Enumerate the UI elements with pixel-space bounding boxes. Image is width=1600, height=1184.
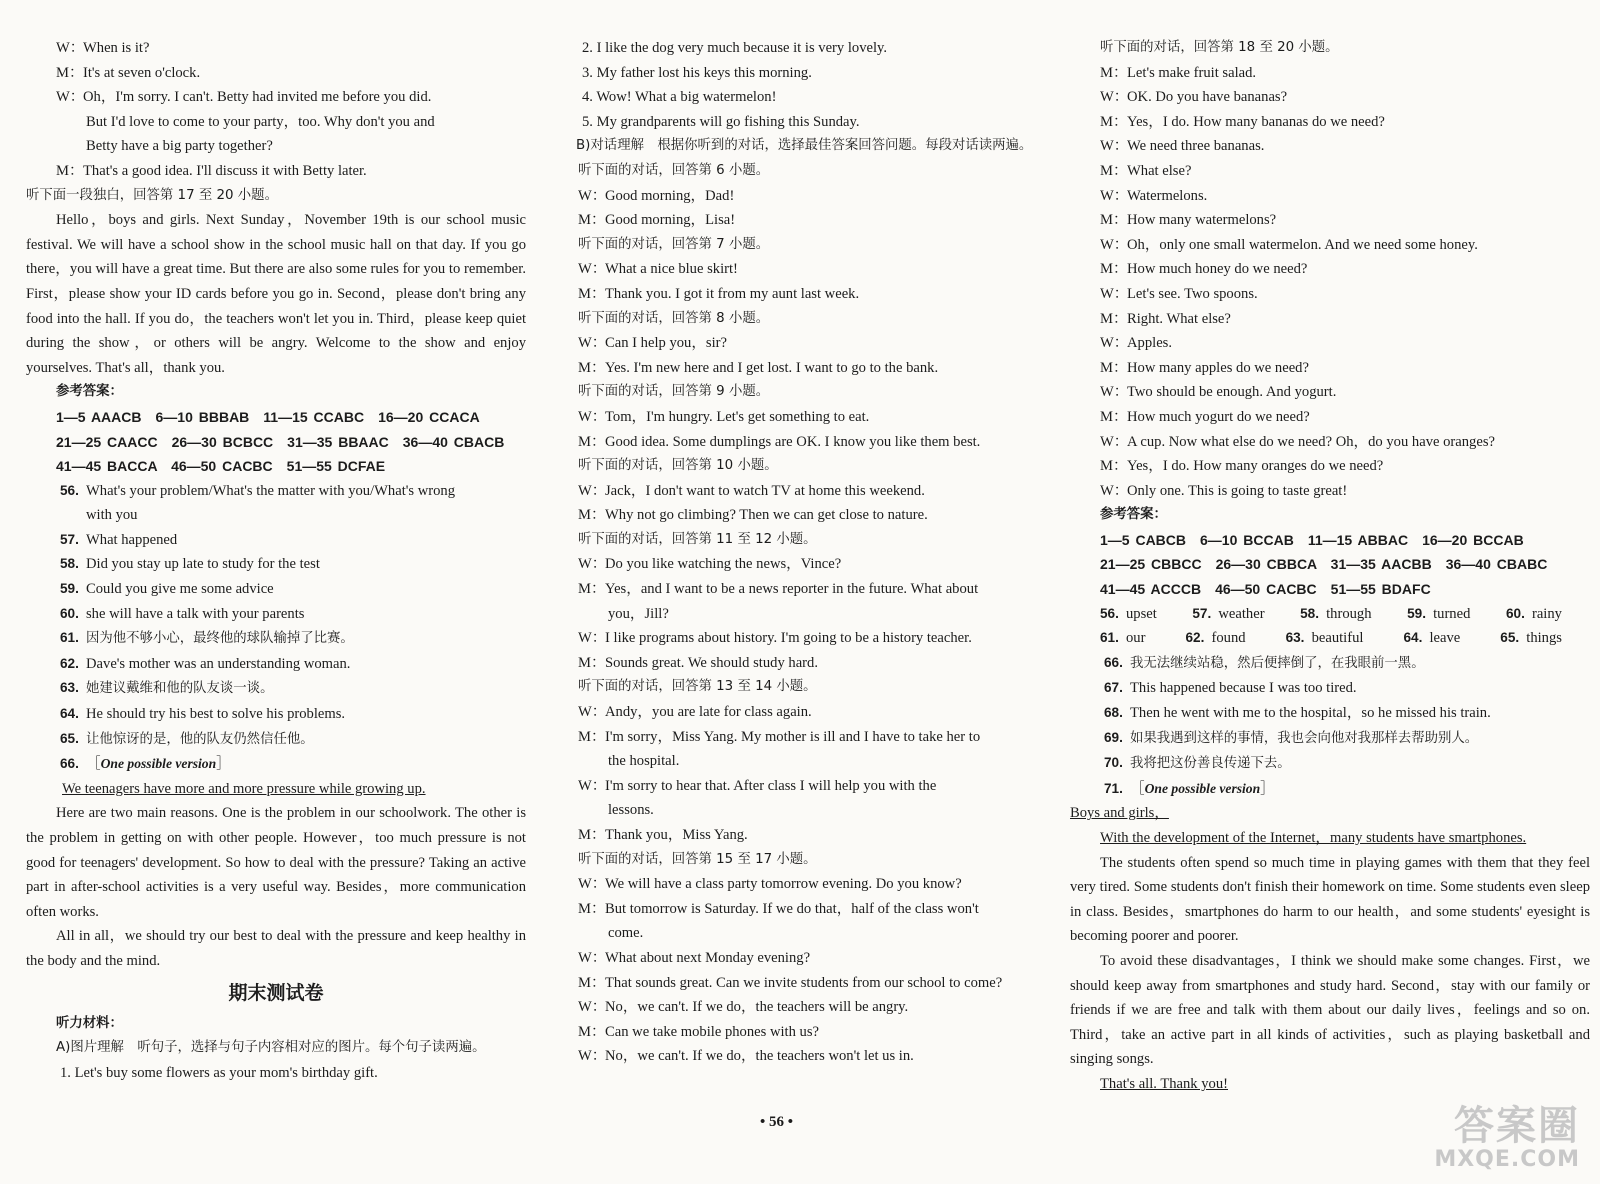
dialogue-heading: 听下面的对话，回答第 6 小题。: [578, 162, 770, 178]
speaker-label: M：: [1100, 162, 1128, 179]
dialogue-line: [1070, 257, 1590, 282]
item-number: 66.: [60, 756, 79, 772]
speaker-label: M：: [578, 507, 606, 524]
dialogue-line: [26, 85, 526, 110]
line-text: Tom，I'm hungry. Let's get something to eat.: [605, 408, 870, 425]
speaker-label: M：: [578, 974, 606, 991]
speaker-label: W：: [578, 876, 607, 893]
answer-items: [26, 479, 526, 753]
line-text: Let's make fruit salad.: [1127, 64, 1257, 81]
line-text: Only one. This is going to taste great!: [1127, 482, 1348, 499]
line-text: Oh，I'm sorry. I can't. Betty had invited me before you did.: [83, 89, 432, 106]
item-number: 66.: [1104, 654, 1123, 670]
speaker-label: W：: [56, 89, 85, 106]
sentence-item: 4. Wow! What a big watermelon!: [582, 89, 777, 106]
line-text: Good idea. Some dumplings are OK. I know you like them best.: [605, 433, 981, 450]
sentence-item: 3. My father lost his keys this morning.: [582, 64, 812, 81]
speaker-label: W：: [56, 40, 85, 56]
dialogue-line: [26, 61, 526, 86]
line-text: Thank you. I got it from my aunt last week.: [605, 285, 860, 302]
word-answer: [1192, 602, 1264, 627]
watermark-logo-text: 答案圈: [1454, 1103, 1580, 1149]
speaker-label: M：: [1100, 113, 1128, 130]
speaker-label: W：: [1100, 89, 1129, 106]
dialogue-line: [26, 159, 526, 184]
item-number: 62.: [1185, 630, 1205, 646]
word-answer: [1407, 602, 1470, 627]
speaker-label: M：: [578, 827, 606, 843]
line-text: How many watermelons?: [1127, 212, 1277, 229]
line-text: Yes，and I want to be a news reporter in the future. What about: [605, 581, 979, 598]
word-answer: [1185, 626, 1245, 651]
line-text: Sounds great. We should study hard.: [605, 654, 818, 671]
speaker-label: M：: [1100, 310, 1128, 327]
version-label: One possible version: [100, 756, 217, 772]
dialogue-line: [548, 872, 1040, 897]
speaker-label: W：: [1100, 433, 1129, 450]
item-text: Did you stay up late to study for the test: [86, 556, 320, 573]
answer-item: [26, 552, 526, 577]
essay-paragraph: To avoid these disadvantages，I think we should make some changes. First，we should keep away from smartphones and study hard. Second，stay with our family or friends if we are free and talk with them about our daily lives，feelings and so on. Third，take an active part in all kinds of activities，such as playing basketball and singing songs.: [1070, 952, 1590, 1068]
word-answer-rows: [1070, 602, 1590, 651]
item-text: What happened: [86, 531, 178, 548]
dialogue-line: [548, 749, 1040, 774]
line-text: What else?: [1127, 162, 1192, 179]
word-answer: [1300, 602, 1371, 627]
line-text: We will have a class party tomorrow evening. Do you know?: [605, 876, 962, 893]
speaker-label: W：: [1100, 384, 1129, 401]
item-number: 63.: [60, 680, 79, 696]
answer-row: 21—25 CBBCC 26—30 CBBCA 31—35 AACBB 36—40 CBABC: [1100, 556, 1548, 573]
essay-header: 71. ［One possible version］: [1070, 777, 1590, 802]
item-number: 63.: [1285, 630, 1305, 646]
word-text: things: [1526, 630, 1562, 647]
dialogue-line: [1070, 479, 1590, 504]
dialogue-line: [1070, 184, 1590, 209]
line-text: What a nice blue skirt!: [605, 261, 738, 278]
column-middle: [548, 36, 1040, 1069]
speaker-label: W：: [578, 777, 607, 794]
dialogue-heading: 听下面的对话，回答第 10 小题。: [578, 458, 778, 474]
word-answer: [1500, 626, 1562, 651]
dialogue-line: [548, 774, 1040, 799]
speaker-label: W：: [1100, 285, 1129, 302]
line-text: Good morning，Lisa!: [605, 212, 736, 229]
dialogue-block: [548, 848, 1040, 1069]
speaker-label: M：: [56, 162, 84, 179]
line-text: Andy，you are late for class again.: [605, 704, 812, 721]
dialogue-line: [548, 946, 1040, 971]
essay-greeting: Boys and girls，: [1070, 805, 1169, 822]
line-text: I'm sorry，Miss Yang. My mother is ill and I have to take her to: [605, 728, 981, 745]
word-answer: [1100, 626, 1145, 651]
answer-item: [1070, 726, 1590, 752]
answer-item: [26, 528, 526, 553]
line-text: Let's see. Two spoons.: [1127, 285, 1258, 302]
page-number: • 56 •: [760, 1114, 794, 1130]
speaker-label: M：: [56, 64, 84, 81]
answer-items: [1070, 651, 1590, 777]
dialogue-line: [1070, 356, 1590, 381]
dialogue-block: [548, 233, 1040, 307]
speaker-label: M：: [1100, 408, 1128, 425]
dialogue-heading: 听下面的对话，回答第 15 至 17 小题。: [578, 851, 817, 867]
line-text: Do you like watching the news，Vince?: [605, 556, 842, 573]
speaker-label: W：: [1100, 187, 1129, 204]
dialogue-block: [548, 454, 1040, 528]
speaker-label: M：: [1100, 458, 1128, 475]
dialogue-line: [1070, 110, 1590, 135]
item-number: 68.: [1104, 705, 1123, 721]
item-number: 70.: [1104, 755, 1123, 771]
dialogue-line: [1070, 159, 1590, 184]
answer-key-rows: [26, 405, 526, 479]
line-text: Thank you，Miss Yang.: [605, 827, 748, 843]
item-number: 69.: [1104, 729, 1123, 745]
dialogue-line: [548, 1044, 1040, 1069]
speaker-label: W：: [578, 261, 607, 278]
dialogue-line: [548, 823, 1040, 848]
speaker-label: M：: [578, 900, 606, 917]
answer-item: [26, 602, 526, 627]
answer-item: [1070, 751, 1590, 777]
item-text: Dave's mother was an understanding woman.: [86, 655, 351, 672]
column-left: [26, 36, 526, 1085]
speaker-label: W：: [578, 556, 607, 573]
dialogue-line: [26, 110, 526, 135]
line-text: the hospital.: [608, 753, 680, 770]
dialogue-heading: 听下面的对话，回答第 11 至 12 小题。: [578, 531, 817, 547]
word-text: beautiful: [1311, 630, 1364, 647]
speaker-label: M：: [578, 654, 606, 671]
line-text: lessons.: [608, 802, 654, 819]
word-answer: [1286, 626, 1364, 651]
speaker-label: W：: [1100, 335, 1129, 352]
word-text: upset: [1126, 605, 1157, 622]
dialogue-line: [1070, 282, 1590, 307]
sentence-item: 1. Let's buy some flowers as your mom's birthday gift.: [60, 1064, 378, 1081]
answer-row: 41—45 BACCA 46—50 CACBC 51—55 DCFAE: [56, 458, 386, 475]
dialogue-line: [1070, 61, 1590, 86]
word-answer: [1506, 602, 1562, 627]
line-text: Oh，only one small watermelon. And we need some honey.: [1127, 236, 1478, 253]
line-text: But I'd love to come to your party，too. Why don't you and: [86, 113, 435, 130]
dialogue-heading: 听下面的对话，回答第 7 小题。: [578, 236, 770, 252]
line-text: Can we take mobile phones with us?: [605, 1023, 819, 1040]
line-text: Good morning，Dad!: [605, 187, 735, 204]
item-number: 60.: [60, 605, 79, 621]
essay-paragraph: Here are two main reasons. One is the problem in our schoolwork. The other is the problem in getting on with other people. However，too much pressure is not good for teenagers' development. So how to deal with the pressure? Taking an active part in after-school activities is a very useful way. Besides，more communication often works.: [26, 805, 526, 920]
speaker-label: M：: [1100, 359, 1128, 376]
answer-item: [1070, 651, 1590, 677]
speaker-label: W：: [1100, 236, 1129, 253]
item-number: 64.: [1403, 630, 1423, 646]
section-a-instruction: A)图片理解 听句子，选择与句子内容相对应的图片。每个句子读两遍。: [56, 1040, 486, 1056]
item-number: 64.: [60, 706, 79, 722]
word-text: leave: [1429, 630, 1461, 647]
speaker-label: W：: [578, 408, 607, 425]
dialogue-line: [1070, 331, 1590, 356]
speaker-label: W：: [1100, 138, 1129, 155]
item-number: 58.: [60, 556, 79, 572]
dialogue-line: [548, 257, 1040, 282]
item-number: 57.: [60, 531, 79, 547]
speaker-label: M：: [578, 359, 606, 376]
item-text: This happened because I was too tired.: [1130, 680, 1357, 697]
column-right: [1070, 36, 1590, 1097]
word-text: through: [1326, 605, 1372, 622]
dialogue-line: [1070, 307, 1590, 332]
line-text: come.: [608, 925, 644, 942]
item-number: 58.: [1300, 605, 1320, 621]
speaker-label: M：: [578, 728, 606, 745]
speaker-label: W：: [578, 1048, 607, 1065]
dialogue-line: [548, 479, 1040, 504]
line-text: A cup. Now what else do we need? Oh，do you have oranges?: [1127, 433, 1495, 450]
answers-heading: 参考答案：: [1100, 507, 1167, 523]
item-text: What's your problem/What's the matter with you/What's wrong: [86, 482, 455, 499]
item-text: 让他惊讶的是，他的队友仍然信任他。: [86, 731, 314, 747]
line-text: How much yogurt do we need?: [1127, 408, 1310, 425]
line-text: Why not go climbing? Then we can get close to nature.: [605, 507, 928, 524]
answer-item: [1070, 676, 1590, 701]
line-text: Two should be enough. And yogurt.: [1127, 384, 1337, 401]
line-text: How much honey do we need?: [1127, 261, 1308, 278]
answers-heading: 参考答案：: [56, 384, 123, 400]
dialogue-line: [548, 356, 1040, 381]
answer-row: 41—45 ACCCB 46—50 CACBC 51—55 BDAFC: [1100, 581, 1431, 598]
dialogue-line: [26, 36, 526, 61]
item-text: 如果我遇到这样的事情，我也会向他对我那样去帮助别人。: [1130, 730, 1479, 746]
dialogue-block: [548, 528, 1040, 676]
dialogue-block: [548, 307, 1040, 381]
dialogue-line: [26, 134, 526, 159]
dialogue-block: [548, 675, 1040, 847]
answer-row: 21—25 CAACC 26—30 BCBCC 31—35 BBAAC 36—40 CBACB: [56, 433, 505, 450]
dialogue-line: [1070, 380, 1590, 405]
item-number: 57.: [1192, 605, 1212, 621]
dialogue-line: [1070, 233, 1590, 258]
dialogue-heading: 听下面的对话，回答第 9 小题。: [578, 384, 770, 400]
dialogue-line: [548, 995, 1040, 1020]
monologue-heading: 听下面一段独白，回答第 17 至 20 小题。: [26, 187, 278, 203]
sentence-list: [548, 36, 1040, 134]
dialogue-line: [548, 725, 1040, 750]
dialogue-line: [548, 282, 1040, 307]
essay-title: With the development of the Internet，many students have smartphones.: [1100, 830, 1527, 846]
speaker-label: M：: [578, 285, 606, 302]
item-number: 56.: [60, 482, 79, 498]
line-text: We need three bananas.: [1127, 138, 1265, 155]
sentence-item: 5. My grandparents will go fishing this Sunday.: [582, 113, 860, 130]
word-answer-row: [1070, 626, 1590, 651]
line-text: That's a good idea. I'll discuss it with Betty later.: [83, 162, 367, 179]
item-text: 因为他不够小心，最终他的球队输掉了比赛。: [86, 631, 354, 647]
answer-item: [26, 702, 526, 727]
dialogue-line: [548, 921, 1040, 946]
line-text: What about next Monday evening?: [605, 949, 811, 966]
answer-item: [26, 626, 526, 652]
dialogue-heading: 听下面的对话，回答第 13 至 14 小题。: [578, 679, 817, 695]
speaker-label: M：: [1100, 64, 1128, 81]
item-number: 67.: [1104, 680, 1123, 696]
dialogue-line: [548, 208, 1040, 233]
speaker-label: W：: [578, 999, 607, 1016]
line-text: Betty have a big party together?: [86, 138, 273, 155]
line-text: Watermelons.: [1127, 187, 1208, 204]
dialogue-line: [548, 651, 1040, 676]
answer-item: [1070, 701, 1590, 726]
essay-header: 66. ［One possible version］: [26, 752, 526, 777]
word-text: rainy: [1531, 605, 1562, 622]
speaker-label: W：: [578, 187, 607, 204]
word-text: found: [1211, 630, 1246, 647]
speaker-label: W：: [1100, 482, 1129, 499]
answer-item: [26, 676, 526, 702]
dialogue-line: [548, 405, 1040, 430]
line-text: OK. Do you have bananas?: [1127, 89, 1288, 106]
section-b-instruction: B)对话理解 根据你听到的对话，选择最佳答案回答问题。每段对话读两遍。: [576, 138, 1033, 154]
dialogue-line: [548, 430, 1040, 455]
essay-paragraph: All in all，we should try our best to deal with the pressure and keep healthy in the body and the mind.: [26, 928, 526, 969]
dialogue-line: [548, 1020, 1040, 1045]
line-text: That sounds great. Can we invite students from our school to come?: [605, 974, 1003, 991]
monologue-text: Hello，boys and girls. Next Sunday，November 19th is our school music festival. We will have a school show in the school music hall on that day. If you go there，you will have a great time. But there are also some rules for you to remember. First，please show your ID cards before you go in. Second，please don't bring any food into the hall. If you do，the teachers won't let you in. Third，please keep quiet during the show，or others will be angry. Welcome to the show and enjoy yourselves. That's all，thank you.: [26, 212, 526, 376]
dialogue-line: [1070, 405, 1590, 430]
item-number: 59.: [60, 581, 79, 597]
word-text: turned: [1433, 605, 1471, 622]
word-answer-row: [1070, 602, 1590, 627]
dialogue-block: [548, 159, 1040, 233]
item-number: 61.: [60, 630, 79, 646]
exam-title: 期末测试卷: [228, 981, 324, 1004]
item-number: 61.: [1100, 630, 1119, 646]
line-text: When is it?: [83, 40, 150, 56]
line-text: Jack，I don't want to watch TV at home this weekend.: [605, 482, 925, 499]
line-text: Can I help you，sir?: [605, 335, 727, 352]
item-text: she will have a talk with your parents: [86, 605, 305, 622]
dialogue-line: [1070, 208, 1590, 233]
item-number: 65.: [1500, 630, 1520, 646]
item-number: 62.: [60, 655, 79, 671]
dialogue-line: [548, 971, 1040, 996]
line-text: you，Jill?: [608, 605, 669, 622]
speaker-label: M：: [578, 212, 606, 229]
line-text: It's at seven o'clock.: [83, 64, 201, 81]
item-text: with you: [86, 507, 138, 524]
speaker-label: M：: [578, 433, 606, 450]
dialogue-line: [548, 897, 1040, 922]
watermark: [1434, 1104, 1580, 1172]
dialogue-line: [548, 503, 1040, 528]
line-text: No，we can't. If we do，the teachers will be angry.: [605, 999, 909, 1016]
dialogue-line: [548, 798, 1040, 823]
word-answer: [1100, 602, 1157, 627]
answer-row: 1—5 CABCB 6—10 BCCAB 11—15 ABBAC 16—20 BCCAB: [1100, 531, 1524, 548]
item-number: 56.: [1100, 605, 1119, 621]
item-text: Could you give me some advice: [86, 581, 274, 598]
answer-item: [26, 577, 526, 602]
line-text: How many apples do we need?: [1127, 359, 1309, 376]
line-text: Yes，I do. How many oranges do we need?: [1127, 458, 1384, 475]
listening-label: 听力材料：: [56, 1015, 123, 1031]
speaker-label: M：: [578, 1023, 606, 1040]
dialogue-line: [1070, 430, 1590, 455]
item-text: 她建议戴维和他的队友谈一谈。: [86, 681, 274, 697]
answer-item: [26, 727, 526, 753]
answer-row: 1—5 AAACB 6—10 BBBAB 11—15 CCABC 16—20 CCACA: [56, 408, 480, 425]
line-text: Yes. I'm new here and I get lost. I want to go to the bank.: [605, 359, 939, 376]
dialogue-line: [548, 700, 1040, 725]
speaker-label: M：: [578, 581, 606, 598]
word-answer: [1403, 626, 1460, 651]
version-label: One possible version: [1144, 780, 1261, 796]
line-text: Right. What else?: [1127, 310, 1231, 327]
item-number: 71.: [1104, 780, 1123, 796]
word-text: our: [1126, 630, 1146, 647]
dialogue-line: [1070, 454, 1590, 479]
item-number: 59.: [1407, 605, 1426, 621]
essay-title: We teenagers have more and more pressure while growing up.: [62, 780, 426, 797]
answer-key-rows: [1070, 528, 1590, 602]
answer-item: [26, 503, 526, 528]
item-text: 我将把这份善良传递下去。: [1130, 756, 1291, 772]
item-text: He should try his best to solve his problems.: [86, 706, 346, 723]
dialogue-block: [548, 380, 1040, 454]
dialogue-line: [548, 602, 1040, 627]
dialogue-line: [548, 626, 1040, 651]
dialogue-line: [548, 331, 1040, 356]
speaker-label: M：: [1100, 212, 1128, 229]
speaker-label: W：: [578, 482, 607, 499]
dialogue-heading: 听下面的对话，回答第 8 小题。: [578, 310, 770, 326]
line-text: I'm sorry to hear that. After class I will help you with the: [605, 777, 937, 794]
essay-closing: That's all. Thank you!: [1100, 1075, 1229, 1092]
speaker-label: W：: [578, 949, 607, 966]
dialogue-block: [26, 36, 526, 184]
item-text: Then he went with me to the hospital，so he missed his train.: [1130, 705, 1491, 722]
answer-item: [26, 479, 526, 504]
speaker-label: W：: [578, 335, 607, 352]
dialogue-list: [548, 159, 1040, 1069]
speaker-label: M：: [1100, 261, 1128, 278]
dialogue-line: [548, 552, 1040, 577]
dialogue-block: [1070, 61, 1590, 504]
word-text: weather: [1218, 605, 1265, 622]
item-text: 我无法继续站稳，然后便摔倒了，在我眼前一黑。: [1130, 655, 1425, 671]
sentence-item: 2. I like the dog very much because it is very lovely.: [582, 40, 888, 56]
line-text: No，we can't. If we do，the teachers won't let us in.: [605, 1048, 914, 1065]
item-number: 65.: [60, 730, 79, 746]
item-number: 60.: [1505, 605, 1525, 621]
speaker-label: W：: [578, 704, 607, 721]
speaker-label: W：: [578, 630, 607, 647]
dialogue-line: [1070, 134, 1590, 159]
line-text: Yes，I do. How many bananas do we need?: [1127, 113, 1385, 130]
line-text: But tomorrow is Saturday. If we do that，half of the class won't: [605, 900, 979, 917]
dialogue-line: [1070, 85, 1590, 110]
dialogue-line: [548, 577, 1040, 602]
dialogue-heading: 听下面的对话，回答第 18 至 20 小题。: [1100, 40, 1339, 55]
line-text: Apples.: [1127, 335, 1172, 352]
answer-item: [26, 652, 526, 677]
dialogue-line: [548, 184, 1040, 209]
line-text: I like programs about history. I'm going to be a history teacher.: [605, 630, 972, 647]
essay-paragraph: The students often spend so much time in playing games with them that they feel very tired. Some students don't finish their homework on time. Some students even sleep in class. Besides，smartphones do harm to our health，and some students' eyesight is becoming poorer and poorer.: [1070, 854, 1590, 945]
watermark-url: MXQE.COM: [1434, 1147, 1580, 1172]
